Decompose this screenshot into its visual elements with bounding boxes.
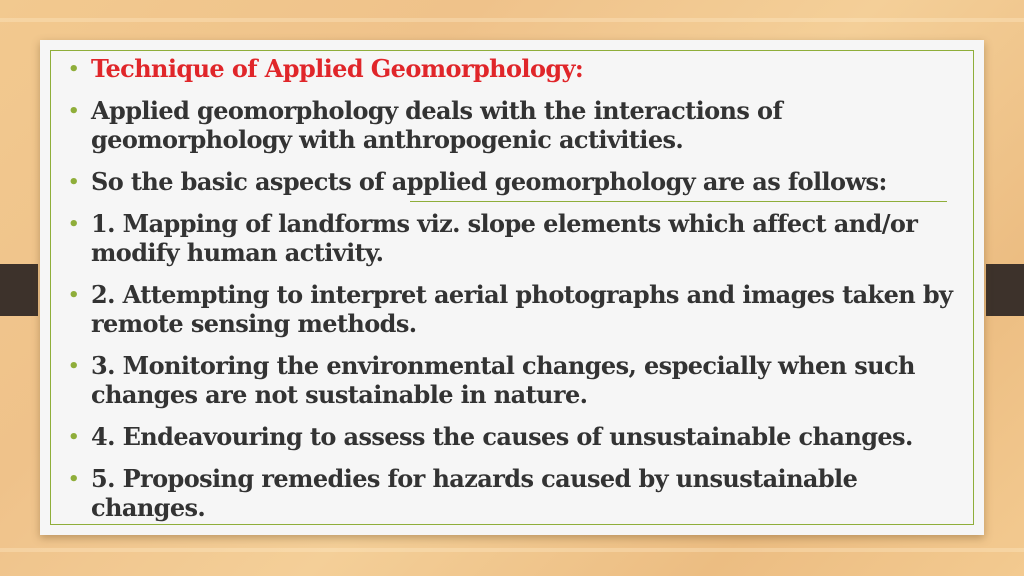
bullet-icon: •: [68, 101, 79, 122]
bullet-item-4: [64, 422, 969, 451]
bullet-item-1: [64, 209, 969, 267]
bullet-text: 4. Endeavouring to assess the causes of unsustainable changes.: [91, 422, 913, 451]
bullet-list: [64, 54, 969, 535]
bullet-icon: •: [68, 285, 79, 306]
bullet-icon: •: [68, 356, 79, 377]
bullet-item-5: [64, 464, 969, 522]
bullet-item-3: [64, 351, 969, 409]
bullet-icon: •: [68, 59, 79, 80]
wood-grain: [0, 548, 1024, 552]
bullet-icon: •: [68, 214, 79, 235]
bullet-icon: •: [68, 172, 79, 193]
slide-card: [40, 40, 984, 535]
bullet-text: 3. Monitoring the environmental changes, especially when such changes are not sustainable in nature.: [91, 351, 915, 409]
right-side-tab: [986, 264, 1024, 316]
slide-heading: Technique of Applied Geomorphology:: [91, 54, 584, 83]
bullet-icon: •: [68, 469, 79, 490]
bullet-icon: •: [68, 427, 79, 448]
bullet-text: 1. Mapping of landforms viz. slope elements which affect and/or modify human activity.: [91, 209, 918, 267]
bullet-text: Applied geomorphology deals with the interactions of geomorphology with anthropogenic activities.: [91, 96, 783, 154]
wood-grain: [0, 18, 1024, 22]
bullet-heading: [64, 54, 969, 83]
bullet-text: 2. Attempting to interpret aerial photographs and images taken by remote sensing methods.: [91, 280, 953, 338]
bullet-text: So the basic aspects of applied geomorphology are as follows:: [91, 167, 887, 196]
bullet-item-2: [64, 280, 969, 338]
left-side-tab: [0, 264, 38, 316]
bullet-item-intro: [64, 96, 969, 154]
bullet-item-aspects: [64, 167, 969, 196]
bullet-text: 5. Proposing remedies for hazards caused by unsustainable changes.: [91, 464, 858, 522]
